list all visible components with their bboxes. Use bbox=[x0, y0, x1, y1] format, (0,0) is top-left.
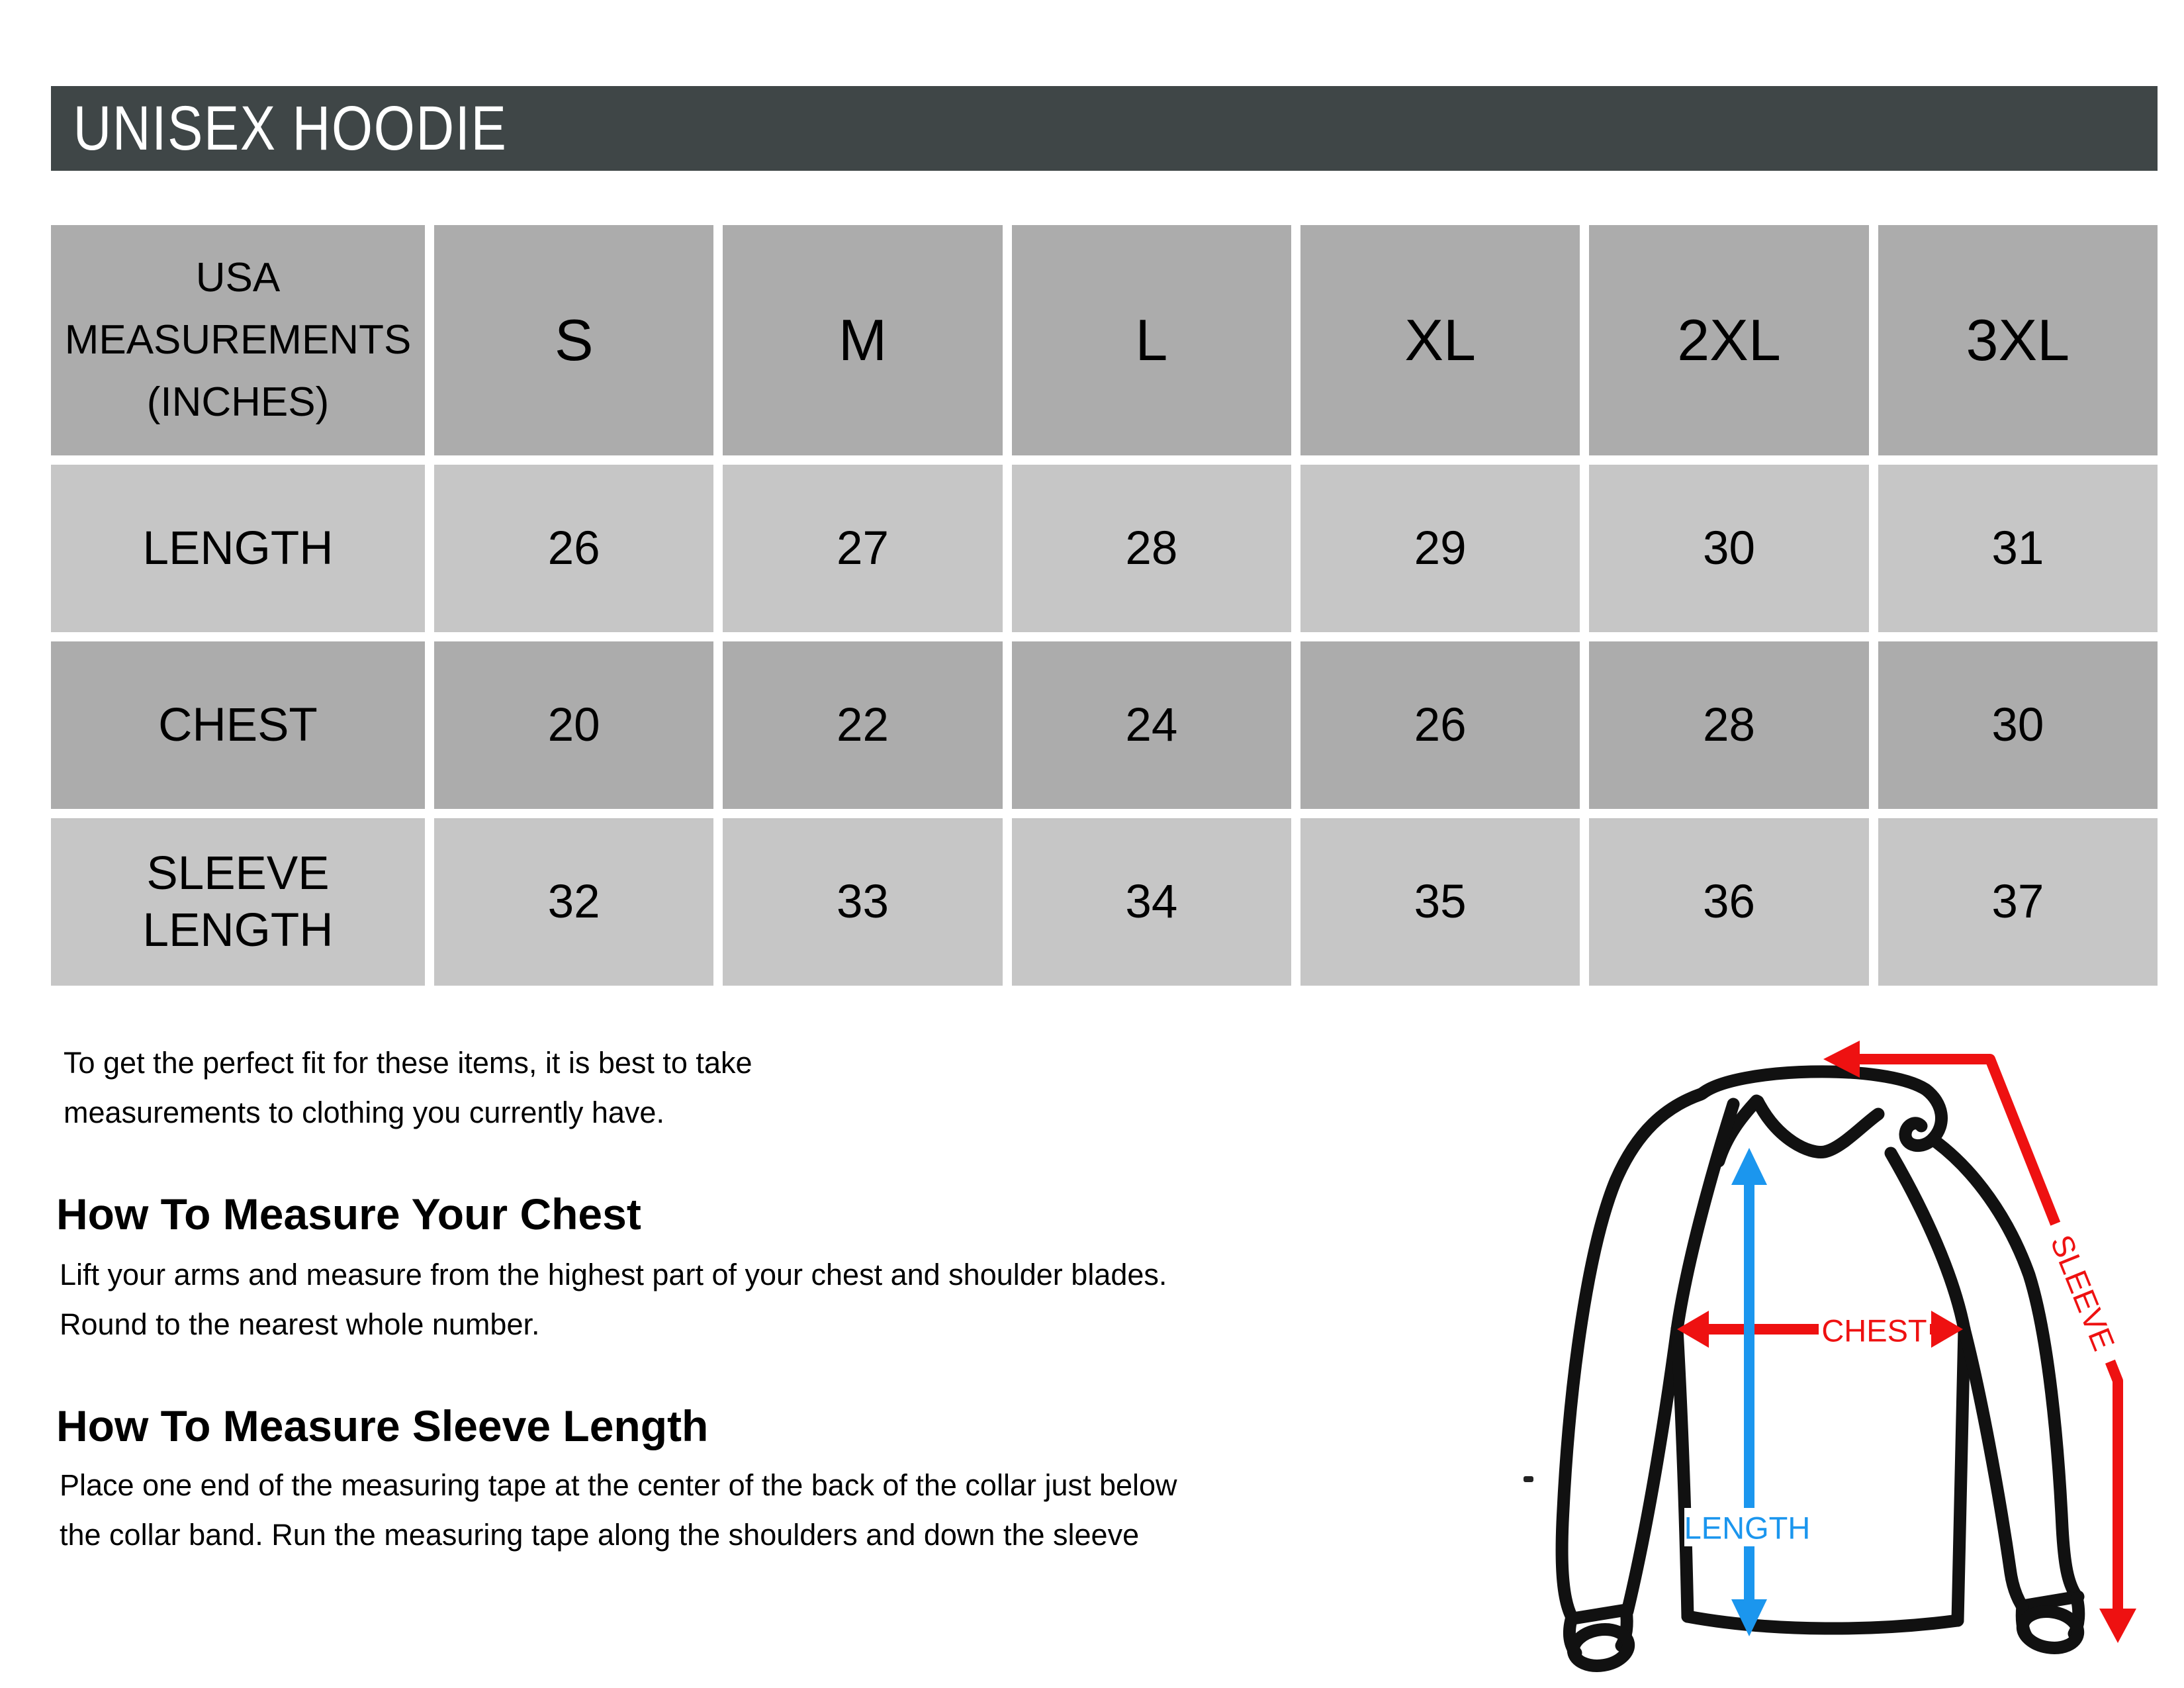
size-header-xl: XL bbox=[1300, 225, 1580, 455]
chart-corner-header: USA MEASUREMENTS (INCHES) bbox=[51, 225, 425, 455]
chest-section-heading: How To Measure Your Chest bbox=[56, 1190, 641, 1239]
row-label-chest: CHEST bbox=[51, 641, 425, 809]
sleeve-value-m: 33 bbox=[723, 818, 1002, 986]
length-arrow-label: LENGTH bbox=[1684, 1510, 1811, 1546]
fit-note bbox=[64, 1038, 752, 1137]
sleeve-body-line-2: the collar band. Run the measuring tape along the shoulders and down the sleeve bbox=[60, 1518, 1140, 1552]
size-chart-table bbox=[51, 225, 2158, 986]
size-header-3xl: 3XL bbox=[1878, 225, 2158, 455]
chest-value-s: 20 bbox=[434, 641, 713, 809]
chest-value-l: 24 bbox=[1012, 641, 1291, 809]
stray-mark bbox=[1524, 1476, 1533, 1482]
length-value-2xl: 30 bbox=[1589, 465, 1868, 632]
length-value-m: 27 bbox=[723, 465, 1002, 632]
length-value-s: 26 bbox=[434, 465, 713, 632]
row-label-length: LENGTH bbox=[51, 465, 425, 632]
size-header-s: S bbox=[434, 225, 713, 455]
chest-value-3xl: 30 bbox=[1878, 641, 2158, 809]
fit-note-line-2: measurements to clothing you currently have. bbox=[64, 1096, 664, 1129]
sleeve-value-xl: 35 bbox=[1300, 818, 1580, 986]
sleeve-value-l: 34 bbox=[1012, 818, 1291, 986]
length-value-3xl: 31 bbox=[1878, 465, 2158, 632]
hoodie-diagram bbox=[1489, 1019, 2184, 1688]
fit-note-line-1: To get the perfect fit for these items, it is best to take bbox=[64, 1046, 752, 1080]
sleeve-value-s: 32 bbox=[434, 818, 713, 986]
length-value-xl: 29 bbox=[1300, 465, 1580, 632]
page-title: UNISEX HOODIE bbox=[73, 93, 508, 164]
row-label-sleeve-length: SLEEVE LENGTH bbox=[51, 818, 425, 986]
size-header-m: M bbox=[723, 225, 1002, 455]
size-header-2xl: 2XL bbox=[1589, 225, 1868, 455]
chest-arrow-label: CHEST bbox=[1821, 1313, 1927, 1348]
size-header-l: L bbox=[1012, 225, 1291, 455]
sleeve-section-body bbox=[60, 1460, 1177, 1560]
sleeve-section-heading: How To Measure Sleeve Length bbox=[56, 1401, 709, 1450]
sleeve-body-line-1: Place one end of the measuring tape at the center of the back of the collar just below bbox=[60, 1468, 1177, 1502]
svg-text:SLEEVE: SLEEVE bbox=[2044, 1230, 2122, 1356]
sleeve-arrowhead-down-icon bbox=[2099, 1609, 2136, 1643]
chest-value-2xl: 28 bbox=[1589, 641, 1868, 809]
length-value-l: 28 bbox=[1012, 465, 1291, 632]
hoodie-outline-icon bbox=[1562, 1072, 2081, 1669]
chest-value-m: 22 bbox=[723, 641, 1002, 809]
chest-body-line-2: Round to the nearest whole number. bbox=[60, 1307, 540, 1341]
chest-section-body bbox=[60, 1250, 1167, 1349]
chest-value-xl: 26 bbox=[1300, 641, 1580, 809]
sleeve-value-3xl: 37 bbox=[1878, 818, 2158, 986]
title-bar bbox=[51, 86, 2158, 171]
chest-body-line-1: Lift your arms and measure from the highest part of your chest and shoulder blades. bbox=[60, 1258, 1167, 1291]
sleeve-value-2xl: 36 bbox=[1589, 818, 1868, 986]
length-arrowhead-up-icon bbox=[1731, 1148, 1767, 1185]
